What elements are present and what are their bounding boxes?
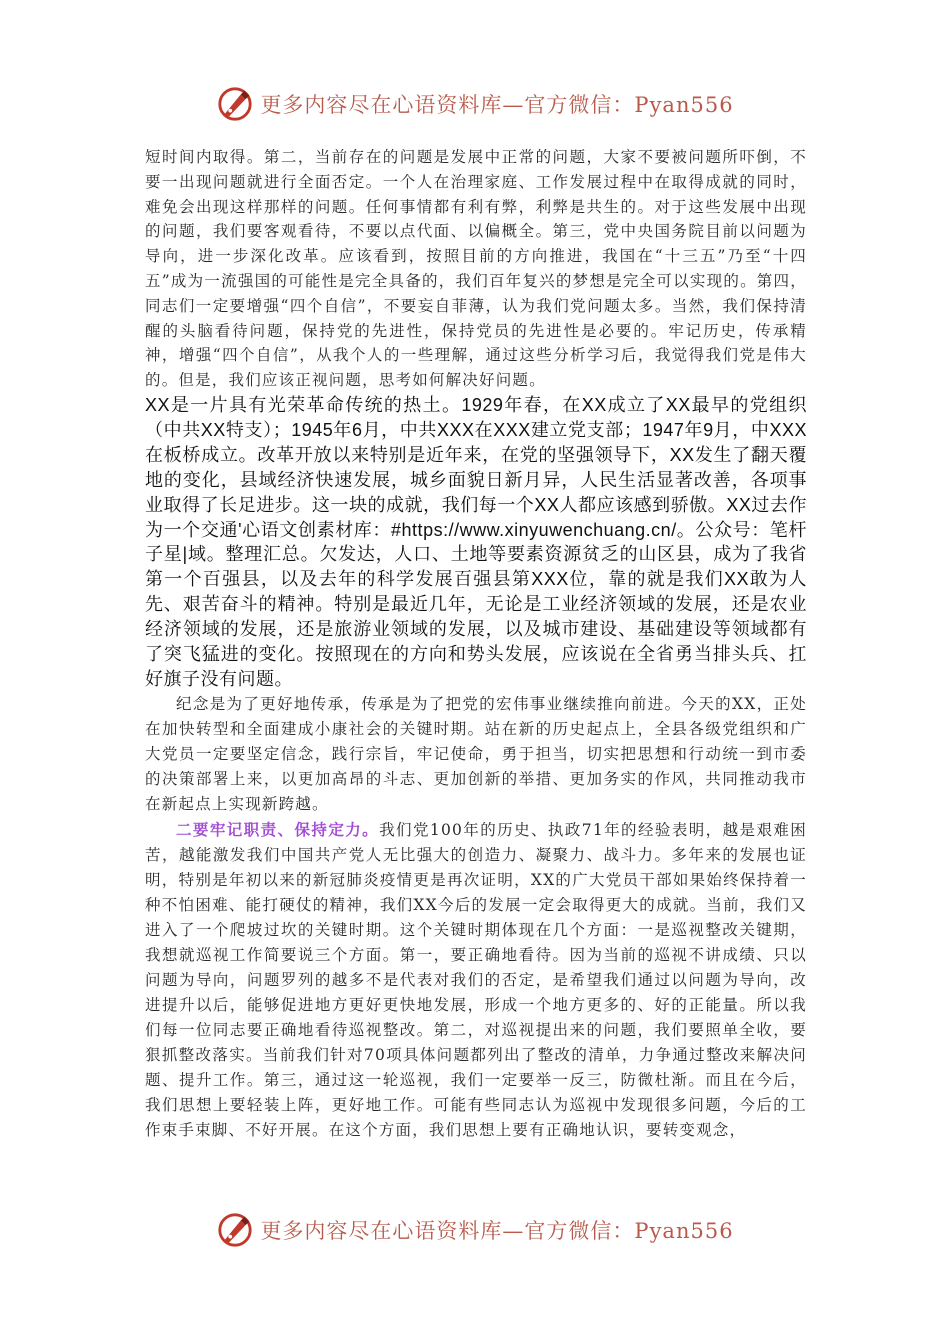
document-body xyxy=(145,145,807,1143)
header-banner xyxy=(0,80,950,128)
paragraph xyxy=(145,817,807,1143)
paragraph: 纪念是为了更好地传承，传承是为了把党的宏伟事业继续推向前进。今天的XX，正处在加快转型和全面建成小康社会的关键时期。站在新的历史起点上，全县各级党组织和广大党员一定要坚定信念，践行宗旨，牢记使命，勇于担当，切实把思想和行动统一到市委的决策部署上来，以更加高昂的斗志、更加创新的举措、更加务实的作风，共同推动我市在新起点上实现新跨越。 xyxy=(145,694,807,813)
header-text: 更多内容尽在心语资料库—官方微信：Pyan556 xyxy=(260,93,734,117)
paragraph: XX是一片具有光荣革命传统的热土。1929年春，在XX成立了XX最早的党组织（中共XX特支）；1945年6月，中共XXX在XXX建立党支部；1947年9月，中XXX在板桥成立。改革开放以来特别是近年来，在党的坚强领导下，XX发生了翻天覆地的变化，县域经济快速发展，城乡面貌日新月异，人民生活显著改善，各项事业取得了长足进步。这一块的成就，我们每一个XX人都应该感到骄傲。XX过去作为一个交通'心语文创素材库：#https://www.xinyuwenchuang.cn/。公众号：笔杆子星|域。整理汇总。欠发达，人口、土地等要素资源贫乏的山区县，成为了我省第一个百强县，以及去年的科学发展百强县第XXX位，靠的就是我们XX敢为人先、艰苦奋斗的精神。特别是最近几年，无论是工业经济领域的发展，还是农业经济领域的发展，还是旅游业领域的发展，以及城市建设、基础建设等领域都有了突飞猛进的变化。按照现在的方向和势头发展，应该说在全省勇当排头兵、扛好旗子没有问题。 xyxy=(145,394,807,689)
pen-nib-logo-icon xyxy=(216,1211,254,1249)
footer-text: 更多内容尽在心语资料库—官方微信：Pyan556 xyxy=(260,1219,734,1243)
paragraph: 短时间内取得。第二，当前存在的问题是发展中正常的问题，大家不要被问题所吓倒，不要一出现问题就进行全面否定。一个人在治理家庭、工作发展过程中在取得成就的同时，难免会出现这样那样的问题。任何事情都有利有弊，利弊是共生的。对于这些发展中出现的问题，我们要客观看待，不要以点代面、以偏概全。第三，党中央国务院目前以问题为导向，进一步深化改革。应该看到，按照目前的方向推进，我国在“十三五”乃至“十四五”成为一流强国的可能性是完全具备的，我们百年复兴的梦想是完全可以实现的。第四，同志们一定要增强“四个自信”，不要妄自菲薄，认为我们党问题太多。当然，我们保持清醒的头脑看待问题，保持党的先进性，保持党员的先进性是必要的。牢记历史，传承精神，增强“四个自信”，从我个人的一些理解，通过这些分析学习后，我觉得我们党是伟大的。但是，我们应该正视问题，思考如何解决好问题。 xyxy=(145,148,807,390)
footer-banner xyxy=(0,1206,950,1254)
section-heading: 二要牢记职责、保持定力。 xyxy=(176,819,380,839)
paragraph-text: 我们党100年的历史、执政71年的经验表明，越是艰难困苦，越能激发我们中国共产党人无比强大的创造力、凝聚力、战斗力。多年来的发展也证明，特别是年初以来的新冠肺炎疫情更是再次证明，XX的广大党员干部如果始终保持着一种不怕困难、能打硬仗的精神，我们XX今后的发展一定会取得更大的成就。当前，我们又进入了一个爬坡过坎的关键时期。这个关键时期体现在几个方面：一是巡视整改关键期，我想就巡视工作简要说三个方面。第一，要正确地看待。因为当前的巡视不讲成绩、只以问题为导向，问题罗列的越多不是代表对我们的否定，是希望我们通过以问题为导向，改进提升以后，能够促进地方更好更快地发展，形成一个地方更多的、好的正能量。所以我们每一位同志要正确地看待巡视整改。第二，对巡视提出来的问题，我们要照单全收，要狠抓整改落实。当前我们针对70项具体问题都列出了整改的清单，力争通过整改来解决问题、提升工作。第三，通过这一轮巡视，我们一定要举一反三，防微杜渐。而且在今后，我们思想上要轻装上阵，更好地工作。可能有些同志认为巡视中发现很多问题，今后的工作束手束脚、不好开展。在这个方面，我们思想上要有正确地认识，要转变观念， xyxy=(145,820,807,1139)
pen-nib-logo-icon xyxy=(216,85,254,123)
